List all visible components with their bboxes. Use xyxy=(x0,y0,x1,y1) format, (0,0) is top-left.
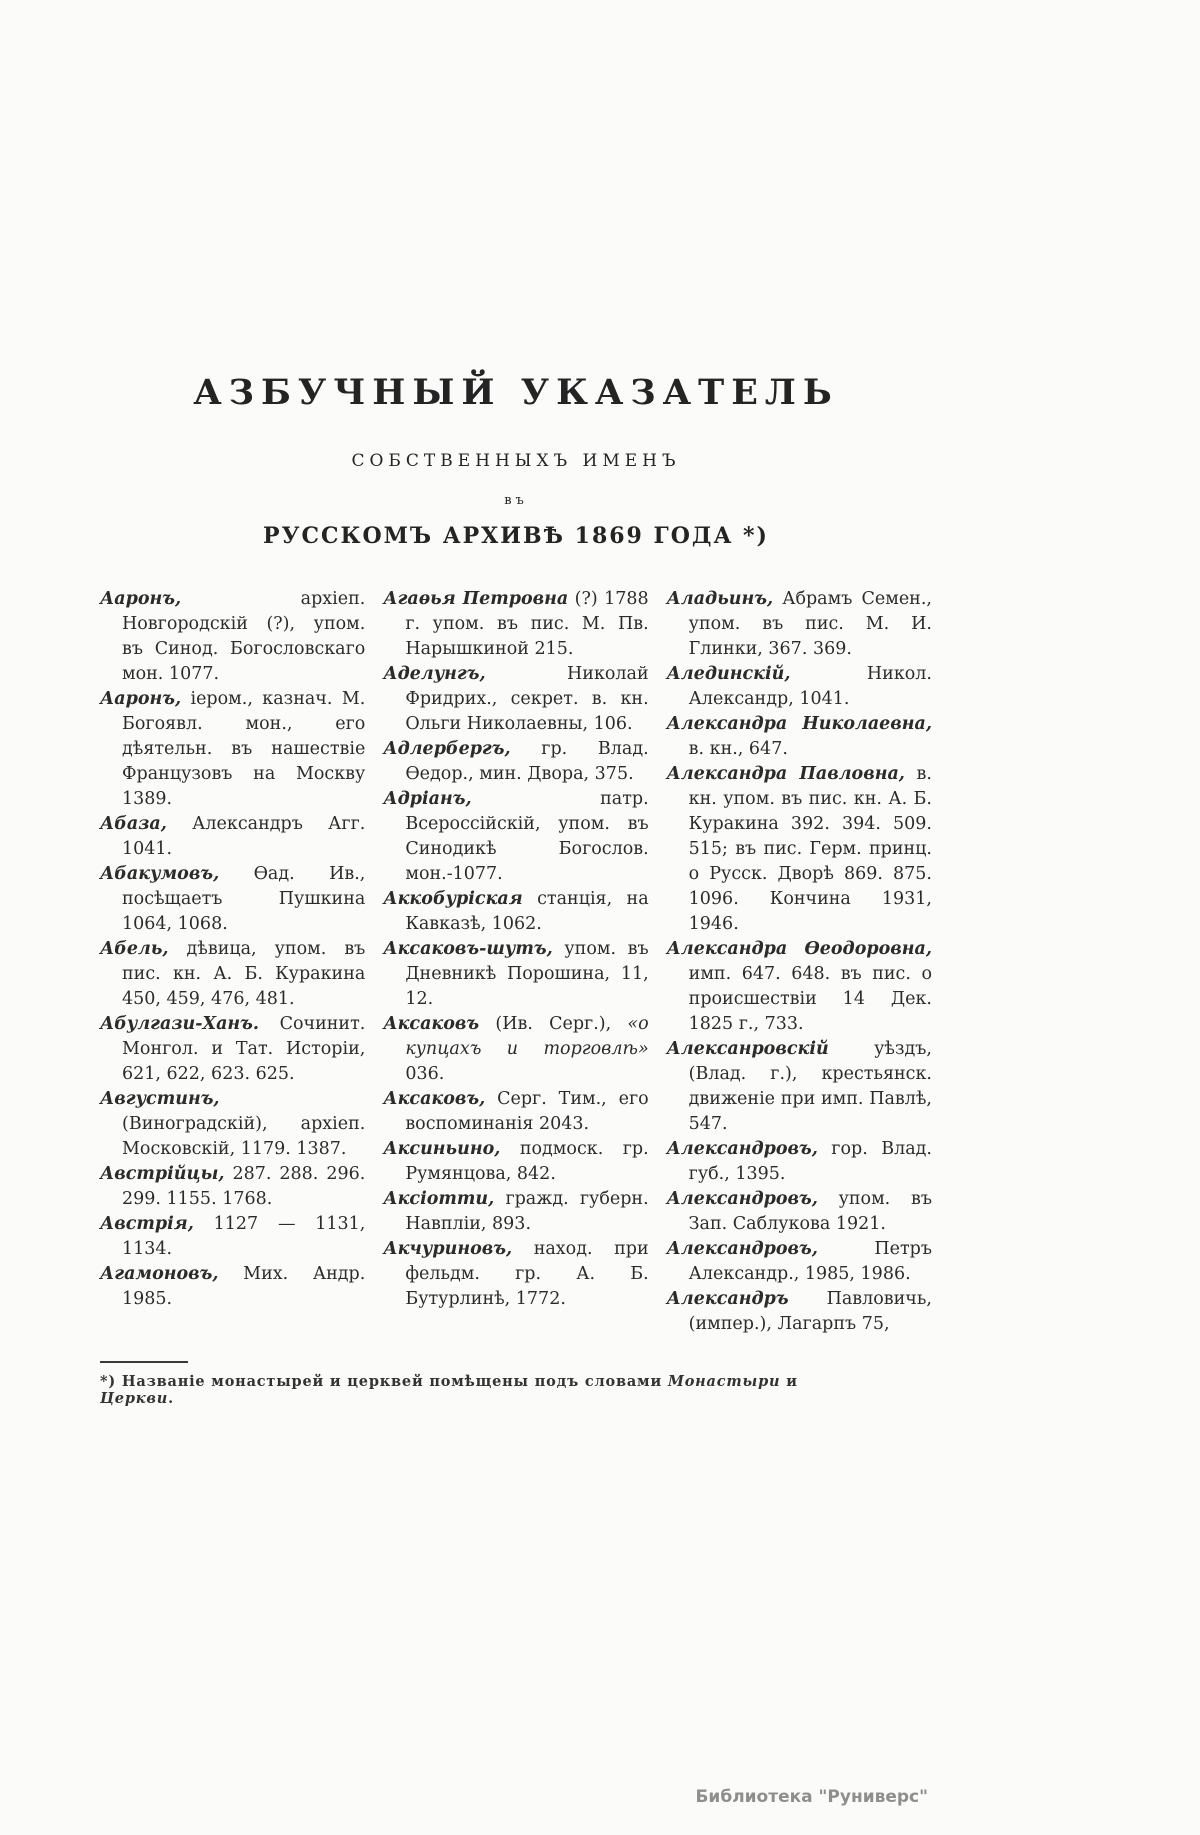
index-entry xyxy=(667,762,932,937)
entry-text: іером., казнач. М. Богоявл. мон., его дѣятельн. въ нашествіе Французовъ на Москву 1389. xyxy=(122,689,366,809)
entry-text: подмоск. гр. Румянцова, 842. xyxy=(405,1139,649,1184)
entry-text: наход. при фельдм. гр. А. Б. Бутурлинѣ, 1772. xyxy=(405,1239,649,1309)
index-entry xyxy=(383,1012,648,1087)
entry-term: Абулгази-Ханъ. xyxy=(100,1014,259,1034)
page-subtitle: СОБСТВЕННЫХЪ ИМЕНЪ xyxy=(351,451,681,471)
entry-term: Александровъ, xyxy=(666,1239,818,1259)
index-entry xyxy=(100,937,365,1012)
scanned-page xyxy=(100,0,932,1407)
connector-word: въ xyxy=(504,493,528,508)
entry-term: Ааронъ, xyxy=(100,589,182,609)
index-entry xyxy=(383,1137,648,1187)
entry-term: Александра Ѳеодоровна, xyxy=(666,939,932,959)
index-entry xyxy=(100,1162,365,1212)
entry-text: (?) 1788 г. упом. въ пис. М. Пв. Нарышкиной 215. xyxy=(405,589,649,659)
entry-text: 287. 288. 296. 299. 1155. 1768. xyxy=(122,1164,366,1209)
entry-term: Александровъ, xyxy=(666,1189,818,1209)
entry-term: Абель, xyxy=(100,939,169,959)
index-entry xyxy=(100,1012,365,1087)
entry-term: Алединскій, xyxy=(666,664,791,684)
entry-term: Алексанровскій xyxy=(666,1039,829,1059)
entry-term: Аладьинъ, xyxy=(666,589,774,609)
entry-text: Серг. Тим., его воспоминанія 2043. xyxy=(405,1089,649,1134)
entry-text: Сочинит. Монгол. и Тат. Исторіи, 621, 622, 623. 625. xyxy=(122,1014,366,1084)
entry-text: упом. въ Зап. Саблукова 1921. xyxy=(688,1189,932,1234)
index-entry xyxy=(667,1037,932,1137)
entry-text: Никол. Александр, 1041. xyxy=(688,664,932,709)
entry-text: Александръ Агг. 1041. xyxy=(122,814,366,859)
index-header xyxy=(100,0,932,549)
index-entry xyxy=(383,787,648,887)
footnote-text: Монастыри xyxy=(667,1373,781,1390)
entry-term: Александра Николаевна, xyxy=(666,714,932,734)
entry-term: Австрійцы, xyxy=(100,1164,225,1184)
index-entry xyxy=(100,1087,365,1162)
entry-text: 1127 — 1131, 1134. xyxy=(122,1214,366,1259)
index-entry xyxy=(100,1262,365,1312)
index-entry xyxy=(667,587,932,662)
entry-text: Николай Фридрих., секрет. в. кн. Ольги Николаевны, 106. xyxy=(405,664,649,734)
footnote-text: . xyxy=(168,1390,174,1407)
entry-text: (Виноградскій), архіеп. Московскій, 1179. 1387. xyxy=(122,1114,366,1159)
entry-term: Аксіотти, xyxy=(383,1189,495,1209)
entry-text: Мих. Андр. 1985. xyxy=(122,1264,366,1309)
entry-term: Аккобуріская xyxy=(383,889,523,909)
entry-term: Александръ xyxy=(666,1289,789,1309)
entry-term: Агаѳья Петровна xyxy=(383,589,569,609)
index-entry xyxy=(667,1137,932,1187)
index-entry xyxy=(100,862,365,937)
index-entry xyxy=(667,1187,932,1237)
entry-text: (Ив. Серг.), xyxy=(479,1014,628,1034)
entry-text: Ѳад. Ив., посѣщаетъ Пушкина 1064, 1068. xyxy=(122,864,366,934)
entry-term: Абакумовъ, xyxy=(100,864,220,884)
index-entry xyxy=(100,812,365,862)
entry-text: дѣвица, упом. въ пис. кн. А. Б. Куракина 450, 459, 476, 481. xyxy=(122,939,366,1009)
entry-text: станція, на Кавказѣ, 1062. xyxy=(405,889,649,934)
footnote xyxy=(100,1373,870,1407)
entry-text: Абрамъ Семен., упом. въ пис. М. И. Глинки, 367. 369. xyxy=(688,589,932,659)
entry-text: гражд. губерн. Навпліи, 893. xyxy=(405,1189,649,1234)
entry-term: Аксиньино, xyxy=(383,1139,501,1159)
page-title: АЗБУЧНЫЙ УКАЗАТЕЛЬ xyxy=(193,372,839,413)
index-entry xyxy=(667,1237,932,1287)
index-entry xyxy=(100,1212,365,1262)
entry-text: гр. Влад. Ѳедор., мин. Двора, 375. xyxy=(405,739,649,784)
entry-term: Австрія, xyxy=(100,1214,194,1234)
footnote-text: Церкви xyxy=(100,1390,169,1407)
index-entry xyxy=(383,1237,648,1312)
entry-term: Августинъ, xyxy=(100,1089,220,1109)
entry-text: 036. xyxy=(405,1064,445,1084)
footnote-text: *) Названіе монастырей и церквей помѣщены подъ словами xyxy=(100,1373,668,1390)
entry-term: Адріанъ, xyxy=(383,789,472,809)
entry-text: уѣздъ, (Влад. г.), крестьянск. движеніе при имп. Павлѣ, 547. xyxy=(688,1039,932,1134)
index-entry xyxy=(383,587,648,662)
entry-term: Акчуриновъ, xyxy=(383,1239,513,1259)
index-entry xyxy=(383,662,648,737)
entry-term: Абаза, xyxy=(100,814,167,834)
index-entry xyxy=(383,1087,648,1137)
entry-term: Аделунгъ, xyxy=(383,664,486,684)
index-entry xyxy=(383,737,648,787)
index-entry xyxy=(667,662,932,712)
entry-term: Ааронъ, xyxy=(100,689,182,709)
entry-term: Адлербергъ, xyxy=(383,739,511,759)
index-column-3 xyxy=(667,587,932,1337)
footnote-text: и xyxy=(780,1373,798,1390)
footnote-rule xyxy=(100,1361,188,1363)
entry-term: Александровъ, xyxy=(666,1139,818,1159)
volume-title: РУССКОМЪ АРХИВѢ 1869 ГОДА *) xyxy=(263,523,769,549)
entry-term: Аксаковъ xyxy=(383,1014,480,1034)
entry-text: патр. Всероссійскій, упом. въ Синодикѣ Богослов. мон.-1077. xyxy=(405,789,649,884)
entry-text: имп. 647. 648. въ пис. о происшествіи 14 Дек. 1825 г., 733. xyxy=(688,964,932,1034)
entry-term: Александра Павловна, xyxy=(666,764,905,784)
entry-text: в. кн. упом. въ пис. кн. А. Б. Куракина 392. 394. 509. 515; въ пис. Герм. принц. о Русск. Дворѣ 869. 875. 1096. Кончина 1931, 1946. xyxy=(688,764,932,934)
entry-text: архіеп. Новгородскій (?), упом. въ Синод. Богословскаго мон. 1077. xyxy=(122,589,366,684)
index-entry xyxy=(383,887,648,937)
index-entry xyxy=(667,1287,932,1337)
entry-text: в. кн., 647. xyxy=(688,739,788,759)
index-columns xyxy=(100,587,932,1337)
index-entry xyxy=(667,712,932,762)
entry-text: Павловичь, (импер.), Лагарпъ 75, xyxy=(688,1289,932,1334)
entry-term: Агамоновъ, xyxy=(100,1264,219,1284)
index-column-1 xyxy=(100,587,365,1337)
index-entry xyxy=(667,937,932,1037)
entry-term: Аксаковъ, xyxy=(383,1089,486,1109)
index-entry xyxy=(383,1187,648,1237)
index-entry xyxy=(100,687,365,812)
entry-term: Аксаковъ-шутъ, xyxy=(383,939,553,959)
index-entry xyxy=(100,587,365,687)
library-watermark: Библиотека "Руниверс" xyxy=(695,1787,928,1807)
index-column-2 xyxy=(383,587,648,1337)
entry-text: гор. Влад. губ., 1395. xyxy=(688,1139,932,1184)
index-entry xyxy=(383,937,648,1012)
entry-text: Петръ Александр., 1985, 1986. xyxy=(688,1239,932,1284)
entry-text: упом. въ Дневникѣ Порошина, 11, 12. xyxy=(405,939,649,1009)
entry-text: «о купцахъ и торговлѣ» xyxy=(405,1014,649,1059)
